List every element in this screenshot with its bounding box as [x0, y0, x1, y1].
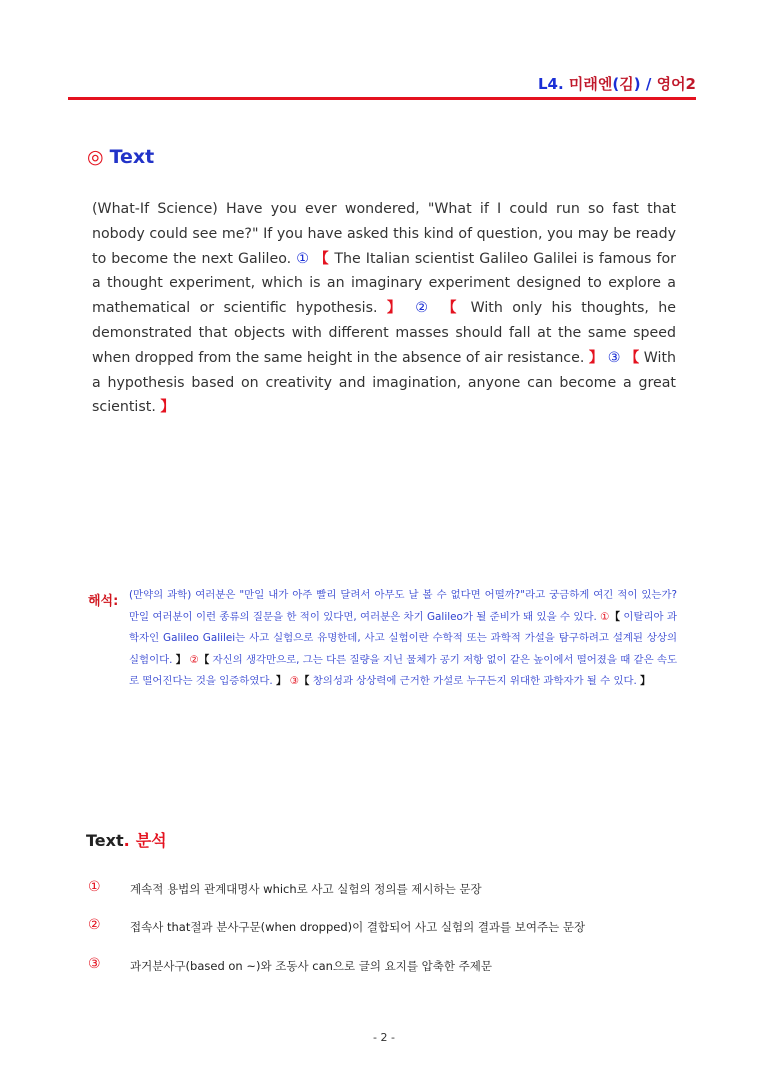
bracket-open: 【 [609, 610, 621, 623]
bracket-close: 】 [276, 675, 287, 687]
page-header [538, 73, 696, 94]
bracket-open: 【 [198, 653, 210, 666]
sentence-number: ① [296, 250, 310, 267]
lesson-number: L4. [537, 75, 564, 93]
bracket-open: 【 [625, 349, 640, 366]
bracket-close: 】 [386, 300, 406, 317]
textbook-name: 미래엔 [568, 75, 613, 93]
translation-text [129, 585, 677, 693]
paren-open: ( [612, 75, 620, 93]
passage-intro: (What-If Science) Have you ever wondered, "What if I could run so fast that nobody could see me?" If you have asked this kind of question, you may be ready to become the next Galileo. [92, 201, 676, 267]
paren-close: ) [633, 75, 641, 93]
passage-text [92, 197, 676, 420]
page-number: - 2 - [373, 1031, 395, 1044]
sentence-text: With only his thoughts, he demonstrated that objects with different masses should fall at the same speed when dropped from the same height in the absence of air resistance. [92, 300, 676, 366]
bracket-open: 【 [314, 250, 330, 267]
textbook-author: 김 [619, 75, 634, 93]
bracket-close: 】 [160, 399, 175, 416]
translation-sentence: 자신의 생각만으로, 그는 다른 질량을 지닌 물체가 공기 저항 없이 같은 높이에서 떨어졌을 때 같은 속도로 떨어진다는 것을 입증하였다. [129, 653, 677, 687]
analysis-title [86, 828, 167, 851]
bracket-open: 【 [299, 675, 310, 687]
bracket-close: 】 [588, 349, 604, 366]
bracket-close: 】 [175, 653, 187, 666]
section-title-text: Text [109, 146, 155, 168]
translation-label: 해석: [88, 594, 119, 609]
section-title [87, 146, 154, 168]
translation-number: ③ [289, 675, 300, 687]
header-rule [68, 97, 696, 100]
sentence-number: ② [415, 300, 433, 317]
analysis-text: 접속사 that절과 분사구문(when dropped)이 결합되어 사고 실험의 결과를 보여주는 문장 [130, 920, 586, 934]
sentence-text: The Italian scientist Galileo Galilei is famous for a thought experiment, which is an imaginary experiment designed to explore a mathematical or scientific hypothesis. [92, 250, 676, 317]
analysis-title-text: Text [86, 831, 124, 850]
analysis-text: 계속적 용법의 관계대명사 which로 사고 실험의 정의를 제시하는 문장 [130, 882, 482, 896]
analysis-number: ② [88, 917, 101, 933]
translation-number: ② [189, 653, 199, 666]
sentence-number: ③ [607, 349, 621, 366]
analysis-title-dot: . [123, 831, 130, 850]
bracket-open: 【 [442, 300, 462, 317]
header-slash: / [645, 75, 652, 93]
double-circle-icon: ◎ [87, 146, 104, 168]
analysis-number: ③ [88, 956, 101, 972]
analysis-text: 과거분사구(based on ~)와 조동사 can으로 글의 요지를 압축한 주제문 [130, 959, 492, 973]
translation-sentence: 창의성과 상상력에 근거한 가설로 누구든지 위대한 과학자가 될 수 있다. [312, 675, 637, 687]
subject-name: 영어2 [656, 75, 696, 93]
bracket-close: 】 [640, 675, 651, 687]
translation-intro: (만약의 과학) 여러분은 "만일 내가 아주 빨리 달려서 아무도 날 볼 수 없다면 어떨까?"라고 궁금하게 여긴 적이 있는가? 만일 여러분이 이런 종류의 질문을 한 적이 있다면, 여러분은 차기 Galileo가 될 준비가 돼 있을 수 있다. [129, 589, 677, 623]
translation-number: ① [600, 610, 610, 623]
translation-sentence: 이탈리아 과학자인 Galileo Galilei는 사고 실험으로 유명한데, 사고 실험이란 수학적 또는 과학적 가설을 탐구하려고 설계된 상상의 실험이다. [129, 610, 677, 666]
sentence-text: With a hypothesis based on creativity and imagination, anyone can become a great scientist. [92, 349, 676, 416]
analysis-number: ① [88, 879, 101, 895]
analysis-title-kr: 분석 [135, 831, 167, 850]
